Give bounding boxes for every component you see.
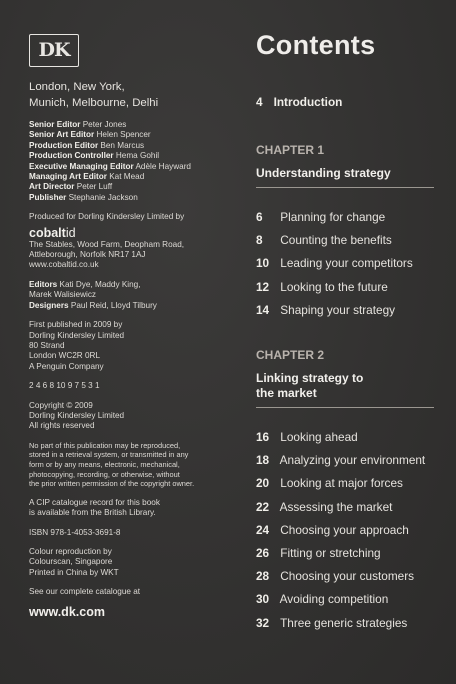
copyright-line: All rights reserved [29,421,95,431]
toc-page-number: 24 [256,522,270,537]
toc-entry[interactable] [256,426,436,449]
copyright-line: Copyright © 2009 [29,400,93,410]
publication-line: Dorling Kindersley Limited [29,330,125,340]
credit-role: Senior Art Editor [29,130,95,140]
editors-credit [29,280,229,311]
toc-page-number: 6 [256,210,263,224]
colour-line: Printed in China by WKT [29,567,119,577]
toc-label: Planning for change [280,210,386,224]
chapter-title-line: the market [256,386,317,401]
toc-page-number: 18 [256,453,270,468]
toc-label: Introduction [273,95,343,109]
toc-entry[interactable] [256,519,436,542]
cities-line: Munich, Melbourne, Delhi [29,97,159,109]
toc-entry[interactable] [256,496,436,519]
toc-entry[interactable] [256,276,436,299]
toc-label: Choosing your approach [280,522,409,537]
credit-row [29,162,229,172]
toc-label: Shaping your strategy [280,302,396,317]
toc-label: Counting the benefits [280,233,392,248]
credit-role: Publisher [29,192,67,202]
address [29,240,229,271]
rights-line: form or by any means, electronic, mechanical, [29,459,180,469]
toc-page-number: 22 [256,499,270,514]
credit-row [29,141,229,151]
toc-label: Looking ahead [280,430,358,445]
rights-notice [29,441,229,489]
colour-line: Colourscan, Singapore [29,557,113,567]
publication-info [29,320,229,372]
credit-name: Ben Marcus [100,140,145,150]
credit-row [29,172,229,182]
cip-notice [29,498,229,519]
credit-role: Executive Managing Editor [29,161,134,171]
toc-label: Three generic strategies [280,615,408,630]
credit-role: Production Controller [29,151,114,161]
toc-label: Looking at major forces [280,476,403,491]
imprint-column [29,34,229,617]
contents-column [256,30,436,635]
credit-role: Production Editor [29,140,99,150]
toc-label: Avoiding competition [279,592,389,607]
designers-names: Paul Reid, Lloyd Tilbury [70,300,157,310]
toc-entry[interactable] [256,565,436,588]
cip-line: A CIP catalogue record for this book [29,497,160,507]
website-link[interactable]: www.dk.com [29,604,105,619]
toc-page-number: 28 [256,569,270,584]
credit-row [29,130,229,140]
toc-entry[interactable] [256,299,436,322]
toc-entry[interactable] [256,252,436,275]
credit-name: Peter Jones [82,120,127,129]
colour-line: Colour reproduction by [29,546,112,556]
chapter-2-title [256,371,434,408]
toc-entry[interactable] [256,449,436,472]
toc-entry[interactable] [256,542,436,565]
produced-for: Produced for Dorling Kindersley Limited by [29,212,185,222]
credit-row [29,193,229,203]
cities-line: London, New York, [29,81,125,93]
toc-label: Looking to the future [280,279,388,294]
credit-name: Helen Spencer [96,130,151,140]
toc-page-number: 16 [256,430,270,445]
chapter-title-line: Linking strategy to [256,371,364,386]
toc-entry[interactable] [256,206,436,229]
copyright [29,401,229,432]
staff-credits [29,120,229,203]
chapter-1-heading: CHAPTER 1 [256,143,325,157]
editors-names: Kati Dye, Maddy King, [59,279,141,289]
rights-line: photocopying, recording, or otherwise, without [29,469,180,479]
designers-label: Designers [29,300,69,310]
credit-name: Peter Luff [76,182,113,192]
copyright-line: Dorling Kindersley Limited [29,410,125,420]
toc-page-number: 14 [256,302,270,317]
credit-row [29,120,229,130]
chapter-2-heading: CHAPTER 2 [256,348,325,363]
toc-page-number: 20 [256,476,270,491]
chapter-2-entries [256,426,436,635]
dk-logo: DK [29,34,79,67]
credit-name: Hema Gohil [115,151,160,161]
credit-role: Art Director [29,182,75,192]
toc-page-number: 26 [256,546,270,561]
colour-reproduction [29,547,229,578]
rights-line: stored in a retrieval system, or transmitted in any [29,450,189,460]
chapter-title-line: Understanding strategy [256,166,391,180]
toc-entry[interactable] [256,229,436,252]
cobalt-id: id [65,225,76,240]
publication-line: London WC2R 0RL [29,351,100,361]
toc-page-number: 4 [256,95,263,109]
toc-page-number: 12 [256,279,270,294]
toc-label: Leading your competitors [280,256,413,271]
contents-title: Contents [256,30,376,60]
credit-role: Managing Art Editor [29,172,107,182]
credit-name: Adèle Hayward [135,161,191,171]
print-line: 2 4 6 8 10 9 7 5 3 1 [29,381,100,391]
toc-entry[interactable] [256,612,436,635]
publication-line: A Penguin Company [29,361,104,371]
credit-name: Kat Mead [109,172,145,182]
toc-label: Analyzing your environment [279,453,426,468]
toc-page-number: 30 [256,592,270,607]
address-line: The Stables, Wood Farm, Deopham Road, [29,239,185,249]
publication-line: 80 Strand [29,340,65,350]
toc-label: Fitting or stretching [280,546,381,561]
cobalt-logo [29,226,229,240]
address-line: www.cobaltid.co.uk [29,260,99,270]
see-catalogue: See our complete catalogue at [29,587,141,597]
toc-page-number: 8 [256,233,263,248]
rights-line: the prior written permission of the copyright owner. [29,479,195,489]
chapter-1-entries [256,206,436,322]
toc-entry-introduction[interactable] [256,95,436,109]
editors-names-2: Marek Walisiewicz [29,290,97,300]
toc-entry[interactable] [256,588,436,611]
cip-line: is available from the British Library. [29,508,156,518]
cobalt-bold: cobalt [29,225,66,240]
isbn: ISBN 978-1-4053-3691-8 [29,527,121,537]
toc-entry[interactable] [256,472,436,495]
publication-line: First published in 2009 by [29,320,123,330]
credit-name: Stephanie Jackson [68,192,138,202]
chapter-1-title [256,166,434,188]
editors-label: Editors [29,279,58,289]
credit-role: Senior Editor [29,120,81,129]
cities [29,79,229,111]
rights-line: No part of this publication may be reproduced, [29,440,181,450]
credit-row [29,182,229,192]
toc-label: Assessing the market [279,499,393,514]
credit-row [29,151,229,161]
toc-page-number: 10 [256,256,270,271]
address-line: Attleborough, Norfolk NR17 1AJ [29,250,146,260]
toc-page-number: 32 [256,615,270,630]
toc-label: Choosing your customers [280,569,415,584]
